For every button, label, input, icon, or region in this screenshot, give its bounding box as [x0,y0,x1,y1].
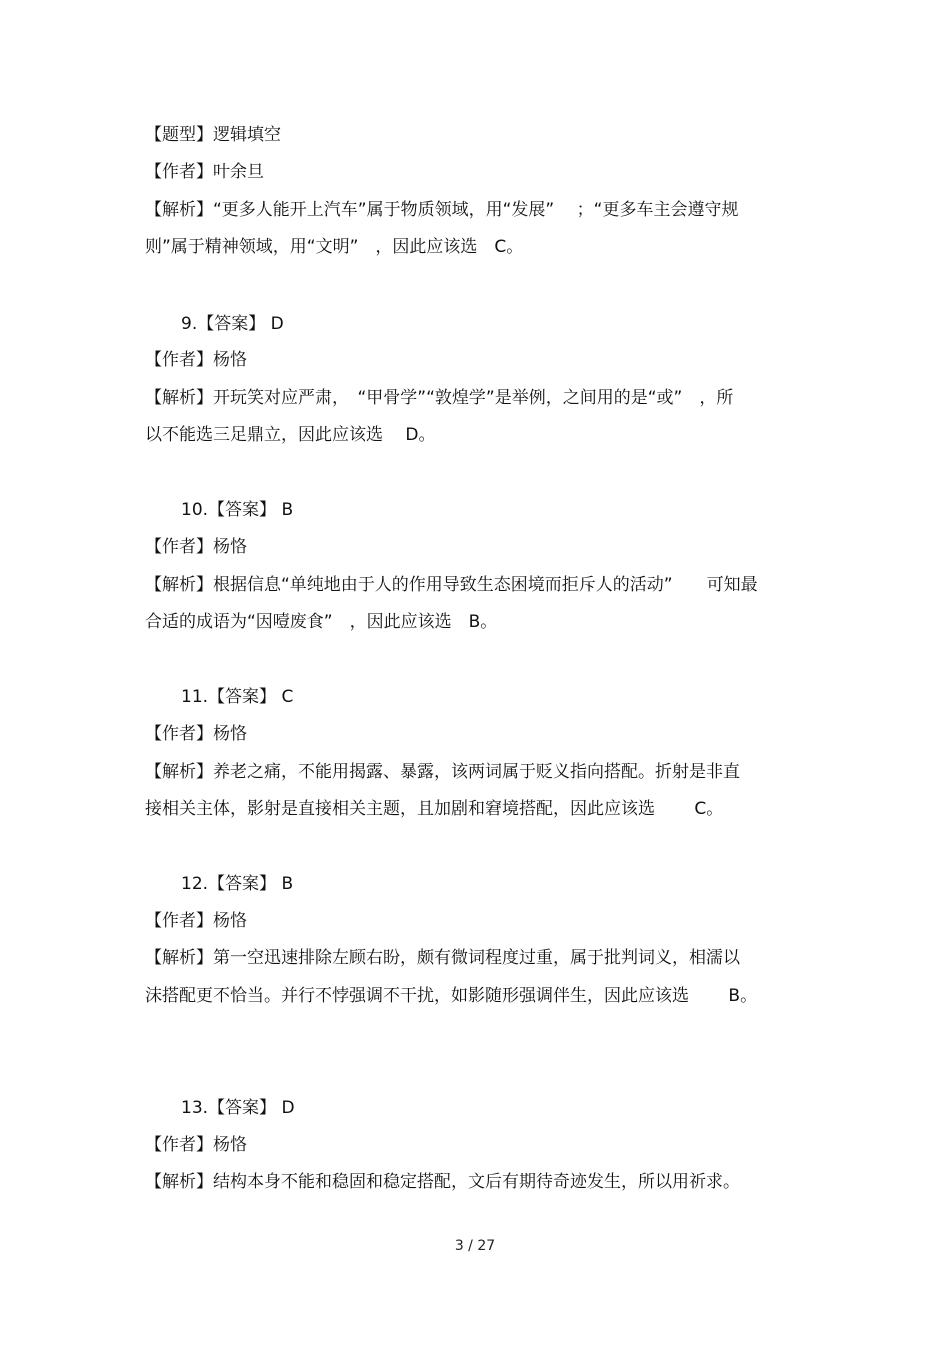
q10-analysis-line1: 【解析】根据信息“单纯地由于人的作用导致生态困境而拒斥人的活动” 可知最 [145,575,758,595]
page-number: 3 / 27 [454,1238,496,1254]
q12-analysis-line2: 沫搭配更不恰当。并行不悖强调不干扰，如影随形强调伴生，因此应该选 B。 [145,986,758,1006]
q12-answer: 12.【答案】 B [181,874,294,894]
q11-analysis-line1: 【解析】养老之痛，不能用揭露、暴露，该两词属于贬义指向搭配。折射是非直 [145,762,740,782]
q11-author: 【作者】杨恪 [145,724,247,744]
q9-analysis-line2: 以不能选三足鼎立，因此应该选 D。 [145,425,436,445]
q13-answer: 13.【答案】 D [181,1098,295,1118]
intro-analysis-line1: 【解析】“更多人能开上汽车”属于物质领域，用“发展” ；“更多车主会遵守规 [145,200,739,220]
q13-author: 【作者】杨恪 [145,1135,247,1155]
q10-analysis-line2: 合适的成语为“因噎废食” ，因此应该选 B。 [145,612,498,632]
q9-answer: 9.【答案】 D [181,314,284,334]
intro-author: 【作者】叶余旦 [145,162,264,182]
q13-analysis-line1: 【解析】结构本身不能和稳固和稳定搭配，文后有期待奇迹发生，所以用祈求。 [145,1172,740,1192]
q12-author: 【作者】杨恪 [145,911,247,931]
q11-analysis-line2: 接相关主体，影射是直接相关主题，且加剧和窘境搭配，因此应该选 C。 [145,799,724,819]
q9-author: 【作者】杨恪 [145,350,247,370]
q11-answer: 11.【答案】 C [181,687,294,707]
q10-answer: 10.【答案】 B [181,500,294,520]
q10-author: 【作者】杨恪 [145,537,247,557]
q12-analysis-line1: 【解析】第一空迅速排除左顾右盼，颇有微词程度过重，属于批判词义，相濡以 [145,948,740,968]
intro-analysis-line2: 则”属于精神领域，用“文明” ，因此应该选 C。 [145,237,524,257]
intro-type: 【题型】逻辑填空 [145,125,281,145]
q9-analysis-line1: 【解析】开玩笑对应严肃， “甲骨学”“敦煌学”是举例，之间用的是“或” ，所 [145,388,734,408]
